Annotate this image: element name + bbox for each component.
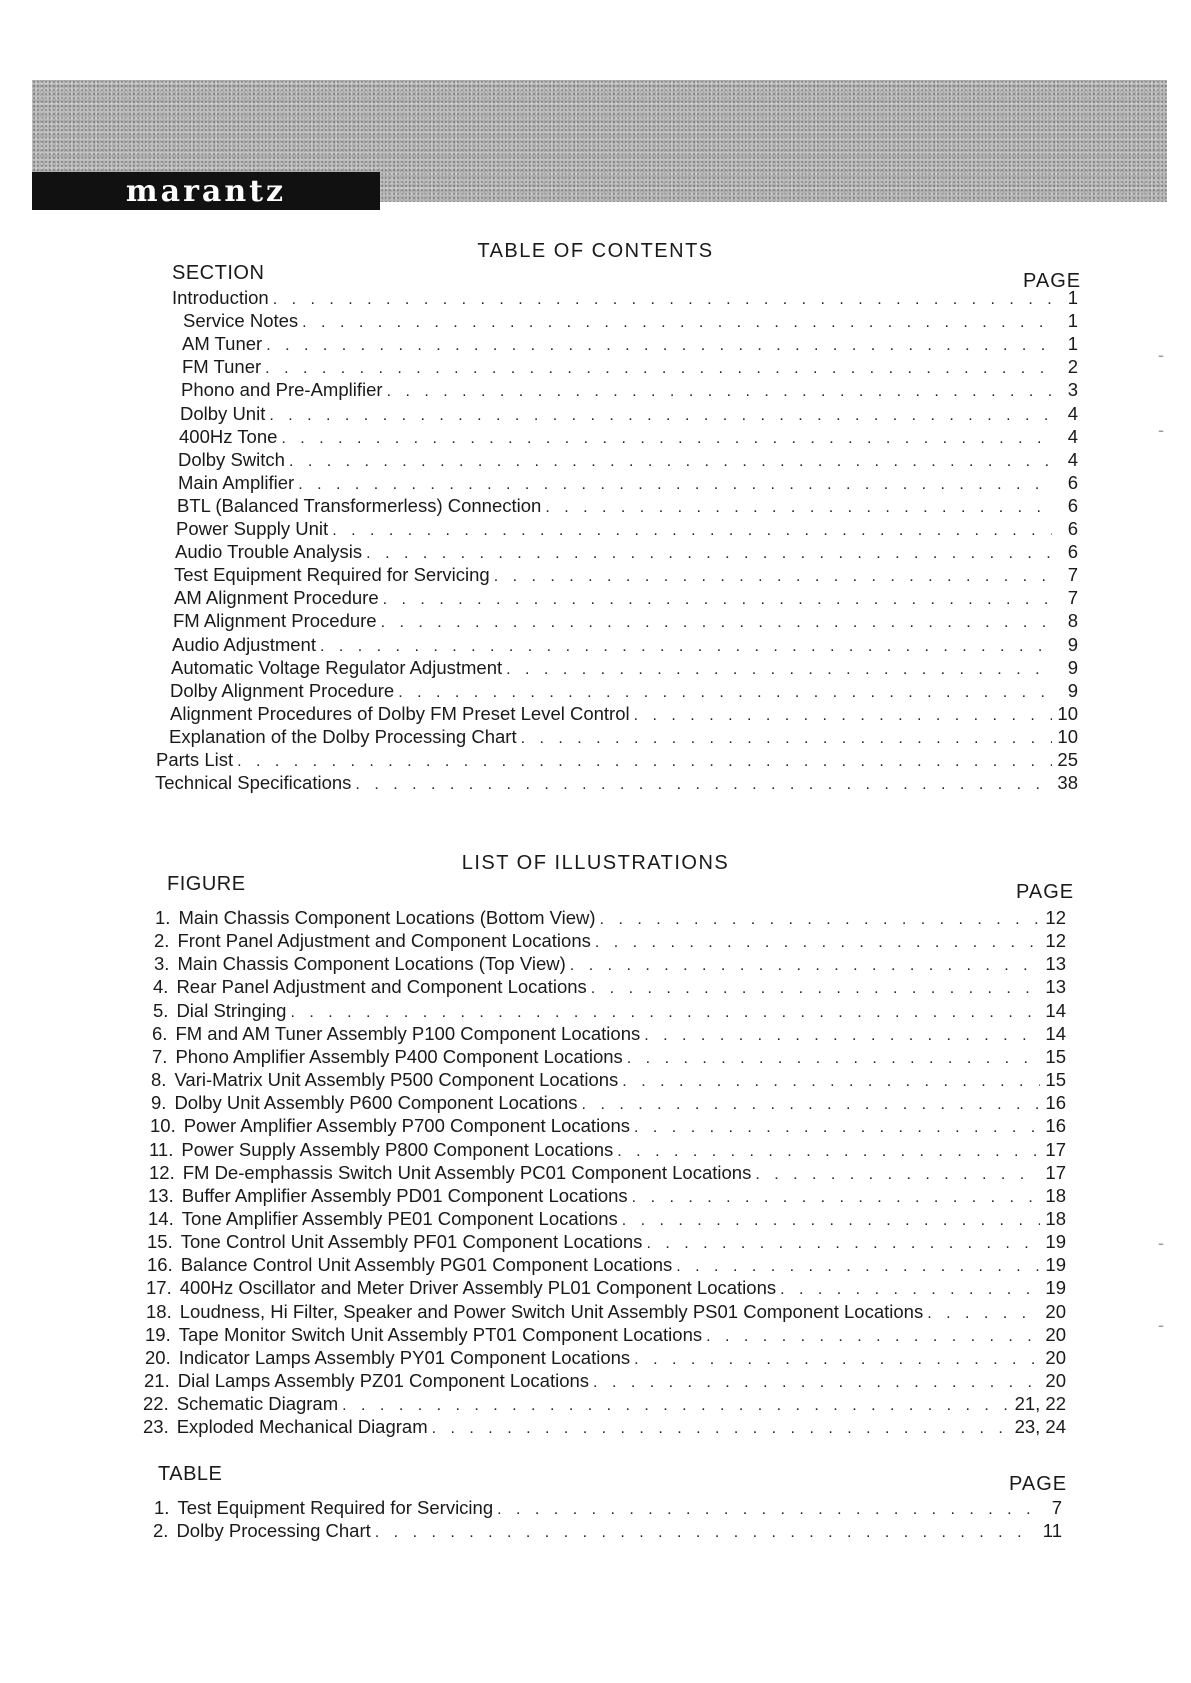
dot-leader: [494, 568, 1052, 586]
entry-number: 9.: [151, 1092, 167, 1114]
entry-number: 6.: [152, 1022, 168, 1044]
figure-entry: [151, 1091, 1066, 1114]
dot-leader: [780, 1281, 1040, 1299]
entry-number: 2.: [154, 930, 170, 952]
entry-number: 1.: [154, 1497, 170, 1518]
entry-page-number: 1: [1067, 287, 1078, 308]
entry-page-number: 6: [1067, 494, 1078, 516]
entry-page-number: 6: [1067, 518, 1078, 539]
dot-leader: [545, 499, 1052, 517]
entry-page-number: 18: [1045, 1207, 1066, 1229]
entry-title: Alignment Procedures of Dolby FM Preset Level Control: [170, 702, 630, 724]
entry-title: Schematic Diagram: [176, 1393, 339, 1415]
entry-number: 17.: [146, 1277, 172, 1299]
entry-number: 2.: [153, 1520, 169, 1541]
entry-page-number: 7: [1067, 564, 1078, 586]
toc-entry: [172, 633, 1078, 656]
entry-title: AM Tuner: [182, 333, 263, 355]
dot-leader: [521, 730, 1052, 748]
entry-title: Dolby Switch: [178, 448, 285, 470]
entry-number: 22.: [143, 1393, 169, 1415]
figure-entry: [146, 1276, 1066, 1299]
entry-title: Parts List: [156, 749, 234, 770]
figure-entry: [143, 1392, 1066, 1415]
figure-entry: [153, 975, 1066, 998]
entry-number: 18.: [146, 1300, 172, 1322]
dot-leader: [632, 1189, 1040, 1207]
entry-page-number: 19: [1045, 1254, 1066, 1276]
entry-page-number: 13: [1045, 976, 1066, 998]
toc-entry: [156, 748, 1078, 771]
scan-mark: -: [1158, 345, 1164, 365]
dot-leader: [387, 383, 1052, 401]
entry-title: FM Tuner: [182, 356, 262, 378]
entry-title: Dial Stringing: [176, 999, 287, 1021]
toc-entry: [180, 402, 1078, 425]
entry-number: 7.: [152, 1045, 168, 1067]
figure-entry: [143, 1415, 1066, 1438]
entry-title: Indicator Lamps Assembly PY01 Component Locations: [178, 1346, 631, 1368]
figure-entry: [155, 906, 1066, 929]
toc-page-label: PAGE: [1023, 270, 1082, 292]
entry-title: Automatic Voltage Regulator Adjustment: [171, 656, 503, 678]
dot-leader: [290, 1004, 1040, 1022]
dot-leader: [644, 1027, 1040, 1045]
figure-entry: [145, 1346, 1066, 1369]
entry-title: Dolby Unit Assembly P600 Component Locations: [174, 1092, 578, 1114]
entry-title: Balance Control Unit Assembly PG01 Component Locations: [180, 1254, 673, 1276]
entry-page-number: 11: [1042, 1520, 1062, 1541]
dot-leader: [600, 911, 1040, 929]
entry-page-number: 21, 22: [1014, 1393, 1066, 1415]
figure-entry: [145, 1323, 1066, 1346]
entry-title: Tone Amplifier Assembly PE01 Component Locations: [181, 1207, 618, 1229]
figure-entry: [149, 1138, 1066, 1161]
figure-entry: [149, 1161, 1066, 1184]
dot-leader: [366, 545, 1052, 563]
entry-title: Service Notes: [183, 310, 299, 332]
tables-label: TABLE: [158, 1463, 223, 1485]
entry-number: 1.: [155, 907, 171, 928]
entry-title: Power Supply Assembly P800 Component Locations: [181, 1138, 614, 1160]
figure-entry: [154, 952, 1066, 975]
toc-entry: [178, 448, 1078, 471]
toc-entry: [176, 517, 1078, 540]
entry-title: Buffer Amplifier Assembly PD01 Component Locations: [181, 1184, 628, 1206]
dot-leader: [269, 407, 1052, 425]
logo-text: marantz: [125, 174, 287, 209]
figure-entry: [154, 929, 1066, 952]
entry-page-number: 17: [1045, 1161, 1066, 1183]
entry-page-number: 4: [1067, 402, 1078, 424]
entry-title: Main Amplifier: [178, 471, 295, 493]
dot-leader: [355, 776, 1052, 794]
entry-page-number: 23, 24: [1014, 1416, 1066, 1438]
entry-page-number: 15: [1045, 1045, 1066, 1067]
entry-title: Exploded Mechanical Diagram: [176, 1416, 428, 1438]
toc-entry: [155, 771, 1078, 794]
dot-leader: [676, 1258, 1040, 1276]
entry-number: 10.: [150, 1115, 176, 1137]
entry-page-number: 8: [1067, 610, 1078, 632]
dot-leader: [646, 1235, 1040, 1253]
entry-number: 11.: [149, 1138, 174, 1160]
dot-leader: [634, 1119, 1040, 1137]
dot-leader: [497, 1501, 1036, 1519]
toc-entry: [174, 563, 1078, 586]
entry-page-number: 9: [1067, 633, 1078, 655]
toc-entry: [175, 540, 1078, 563]
entry-title: Dial Lamps Assembly PZ01 Component Locations: [177, 1370, 590, 1391]
entry-title: Loudness, Hi Filter, Speaker and Power Switch Unit Assembly PS01 Component Locations: [179, 1300, 924, 1322]
entry-page-number: 7: [1067, 587, 1078, 609]
entry-title: Dolby Unit: [180, 402, 266, 424]
entry-page-number: 19: [1045, 1231, 1066, 1253]
dot-leader: [375, 1524, 1036, 1542]
dot-leader: [381, 614, 1052, 632]
toc-entry: [173, 609, 1078, 632]
entry-page-number: 25: [1057, 749, 1078, 770]
figure-entry: [147, 1253, 1066, 1276]
entry-title: Introduction: [172, 287, 269, 308]
toc-section-label: SECTION: [172, 262, 265, 284]
figure-entry: [144, 1369, 1066, 1392]
entry-title: Front Panel Adjustment and Component Locations: [177, 930, 591, 952]
entry-number: 15.: [147, 1231, 173, 1253]
entry-title: FM Alignment Procedure: [173, 610, 377, 632]
dot-leader: [582, 1096, 1040, 1114]
toc-entry: [182, 332, 1078, 355]
entry-page-number: 4: [1067, 448, 1078, 470]
entry-number: 23.: [143, 1416, 169, 1438]
entry-page-number: 20: [1045, 1346, 1066, 1368]
dot-leader: [570, 957, 1040, 975]
dot-leader: [593, 1374, 1040, 1392]
entry-title: BTL (Balanced Transformerless) Connection: [177, 494, 542, 516]
entry-title: Test Equipment Required for Servicing: [177, 1497, 494, 1518]
entry-page-number: 20: [1045, 1370, 1066, 1391]
table-entry: [153, 1519, 1062, 1542]
dot-leader: [273, 291, 1052, 309]
illustrations-page-label: PAGE: [1016, 881, 1075, 903]
entry-page-number: 38: [1057, 772, 1078, 794]
entry-page-number: 1: [1067, 333, 1078, 355]
entry-page-number: 20: [1045, 1323, 1066, 1345]
entry-title: Power Supply Unit: [176, 518, 329, 539]
entry-number: 21.: [144, 1370, 170, 1391]
entry-title: 400Hz Oscillator and Meter Driver Assembly PL01 Component Locations: [179, 1277, 777, 1299]
toc-entry: [181, 378, 1078, 401]
dot-leader: [755, 1166, 1040, 1184]
figure-entry: [152, 1022, 1066, 1045]
dot-leader: [383, 591, 1052, 609]
dot-leader: [622, 1212, 1040, 1230]
entry-title: Tone Control Unit Assembly PF01 Component Locations: [180, 1231, 643, 1253]
figure-entry: [146, 1300, 1066, 1323]
entry-title: Explanation of the Dolby Processing Chart: [169, 725, 517, 747]
dot-leader: [398, 684, 1052, 702]
entry-number: 14.: [148, 1207, 174, 1229]
dot-leader: [595, 934, 1040, 952]
logo-wordmark: [41, 173, 371, 209]
toc-entry: [169, 725, 1078, 748]
entry-number: 12.: [149, 1161, 175, 1183]
entry-page-number: 14: [1045, 1022, 1066, 1044]
illustrations-heading: LIST OF ILLUSTRATIONS: [461, 852, 730, 874]
table-entry: [154, 1496, 1062, 1519]
entry-page-number: 19: [1045, 1277, 1066, 1299]
entry-title: Audio Trouble Analysis: [175, 541, 363, 563]
figure-entry: [152, 1045, 1066, 1068]
entry-title: Tape Monitor Switch Unit Assembly PT01 Component Locations: [178, 1323, 703, 1345]
entry-title: Audio Adjustment: [172, 633, 316, 655]
toc-entry: [183, 309, 1078, 332]
entry-page-number: 10: [1057, 725, 1078, 747]
toc-entry: [177, 494, 1078, 517]
brand-logo: [32, 172, 380, 210]
entry-page-number: 6: [1067, 541, 1078, 563]
entry-page-number: 4: [1067, 425, 1078, 447]
toc-heading: TABLE OF CONTENTS: [477, 240, 714, 262]
dot-leader: [927, 1305, 1040, 1323]
entry-title: Phono and Pre-Amplifier: [181, 379, 383, 401]
entry-page-number: 16: [1045, 1092, 1066, 1114]
entry-title: Main Chassis Component Locations (Bottom View): [178, 907, 596, 928]
toc-entry: [179, 425, 1078, 448]
entry-number: 4.: [153, 976, 169, 998]
figure-entry: [148, 1184, 1066, 1207]
dot-leader: [342, 1397, 1010, 1415]
entry-number: 8.: [151, 1069, 167, 1091]
entry-title: 400Hz Tone: [179, 425, 278, 447]
entry-page-number: 16: [1045, 1115, 1066, 1137]
figure-entry: [147, 1230, 1066, 1253]
entry-title: Vari-Matrix Unit Assembly P500 Component Locations: [174, 1069, 619, 1091]
dot-leader: [298, 476, 1052, 494]
entry-number: 5.: [153, 999, 169, 1021]
entry-title: Power Amplifier Assembly P700 Component Locations: [183, 1115, 631, 1137]
scan-mark: -: [1158, 1233, 1164, 1253]
entry-title: AM Alignment Procedure: [174, 587, 379, 609]
entry-page-number: 9: [1067, 656, 1078, 678]
entry-title: FM and AM Tuner Assembly P100 Component Locations: [175, 1022, 641, 1044]
dot-leader: [289, 453, 1052, 471]
dot-leader: [302, 314, 1052, 332]
toc-entry: [182, 355, 1078, 378]
entry-page-number: 2: [1067, 356, 1078, 378]
dot-leader: [266, 337, 1052, 355]
entry-number: 13.: [148, 1184, 174, 1206]
figure-entry: [151, 1068, 1066, 1091]
entry-page-number: 7: [1051, 1497, 1062, 1518]
entry-page-number: 3: [1067, 379, 1078, 401]
entry-page-number: 10: [1057, 702, 1078, 724]
dot-leader: [320, 638, 1052, 656]
toc-entry: [178, 471, 1078, 494]
dot-leader: [237, 753, 1052, 771]
scan-mark: -: [1158, 420, 1164, 440]
entry-page-number: 14: [1045, 999, 1066, 1021]
entry-title: Technical Specifications: [155, 772, 352, 794]
figure-entry: [150, 1114, 1066, 1137]
entry-number: 16.: [147, 1254, 173, 1276]
dot-leader: [617, 1143, 1040, 1161]
dot-leader: [591, 980, 1040, 998]
toc-entry: [172, 286, 1078, 309]
entry-page-number: 20: [1045, 1300, 1066, 1322]
dot-leader: [432, 1420, 1011, 1438]
entry-page-number: 12: [1045, 930, 1066, 952]
tables-page-label: PAGE: [1009, 1473, 1068, 1495]
figure-entry: [153, 999, 1066, 1022]
toc-entry: [170, 702, 1078, 725]
entry-title: FM De-emphassis Switch Unit Assembly PC01 Component Locations: [182, 1161, 752, 1183]
entry-page-number: 12: [1045, 907, 1066, 928]
entry-page-number: 13: [1045, 953, 1066, 975]
scan-mark: -: [1158, 1315, 1164, 1335]
dot-leader: [706, 1328, 1040, 1346]
dot-leader: [281, 430, 1052, 448]
entry-page-number: 15: [1045, 1069, 1066, 1091]
dot-leader: [634, 1351, 1040, 1369]
entry-title: Rear Panel Adjustment and Component Locations: [176, 976, 587, 998]
entry-page-number: 17: [1045, 1138, 1066, 1160]
entry-page-number: 1: [1067, 310, 1078, 332]
dot-leader: [627, 1050, 1040, 1068]
entry-number: 19.: [145, 1323, 171, 1345]
entry-title: Test Equipment Required for Servicing: [174, 564, 490, 586]
entry-title: Phono Amplifier Assembly P400 Component Locations: [175, 1045, 623, 1067]
entry-title: Main Chassis Component Locations (Top View): [177, 953, 566, 975]
figure-entry: [148, 1207, 1066, 1230]
dot-leader: [622, 1073, 1040, 1091]
illustrations-figure-label: FIGURE: [167, 873, 246, 895]
entry-number: 3.: [154, 953, 170, 975]
entry-title: Dolby Processing Chart: [176, 1520, 371, 1541]
entry-number: 20.: [145, 1346, 171, 1368]
toc-entry: [170, 679, 1078, 702]
entry-page-number: 18: [1045, 1184, 1066, 1206]
dot-leader: [634, 707, 1052, 725]
entry-title: Dolby Alignment Procedure: [170, 679, 395, 701]
dot-leader: [506, 661, 1052, 679]
entry-page-number: 9: [1067, 679, 1078, 701]
toc-entry: [171, 656, 1078, 679]
dot-leader: [265, 360, 1052, 378]
entry-page-number: 6: [1067, 471, 1078, 493]
dot-leader: [332, 522, 1052, 540]
toc-entry: [174, 586, 1078, 609]
